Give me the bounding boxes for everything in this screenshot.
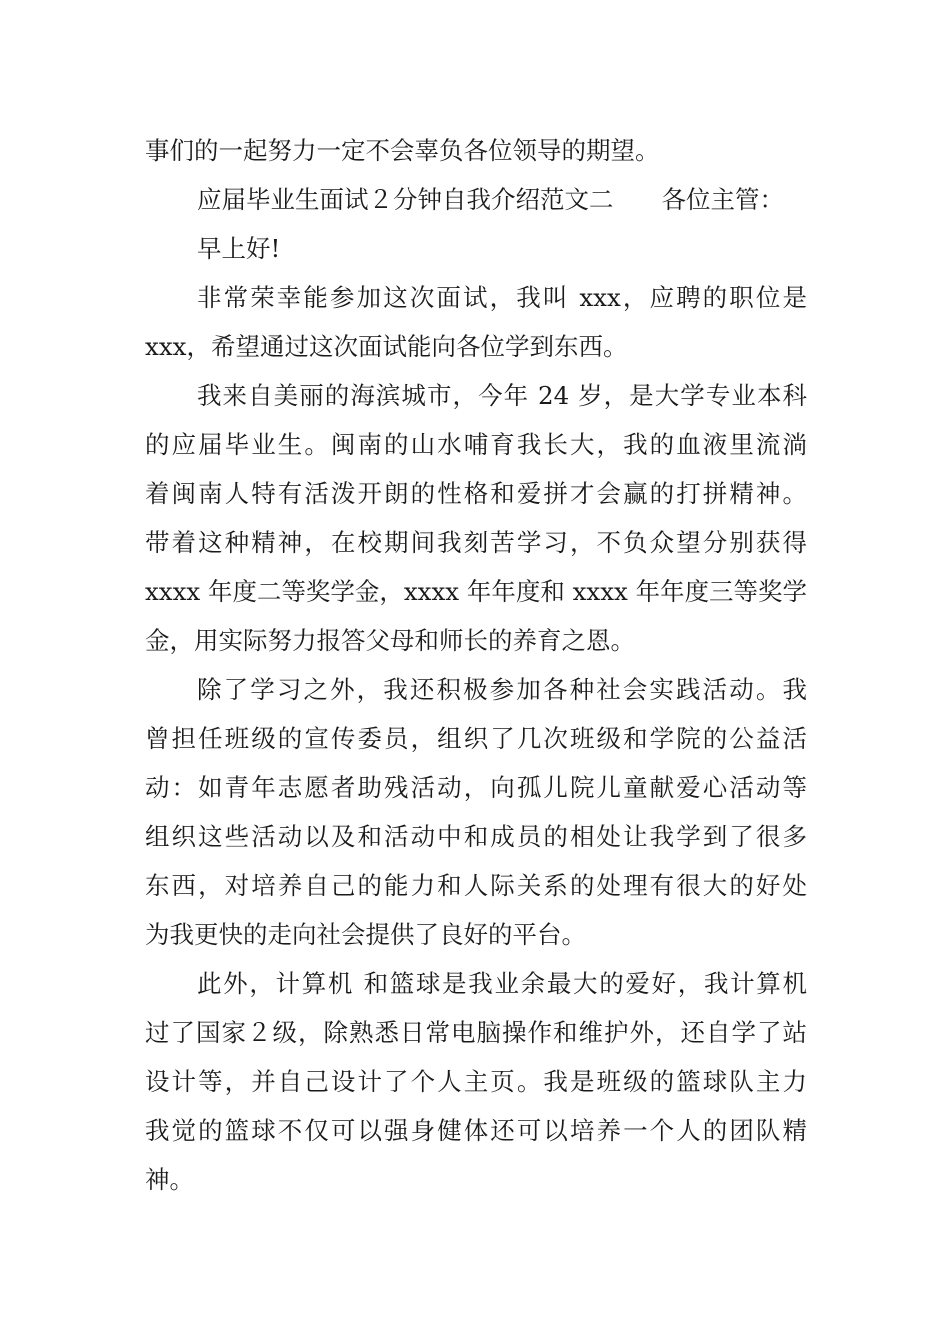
line-text: 金，用实际努力报答父母和师长的养育之恩。	[145, 626, 635, 655]
line-text: 东西，对培养自己的能力和人际关系的处理有很大的好处	[145, 871, 807, 900]
paragraph-2-line-2	[145, 420, 807, 469]
paragraph-2-line-5	[145, 567, 807, 616]
salutation: 各位主管：	[661, 185, 784, 214]
paragraph-3-line-4	[145, 812, 807, 861]
line-text: 此外，计算机 和篮球是我业余最大的爱好，我计算机	[197, 969, 807, 998]
line-text: 动：如青年志愿者助残活动，向孤儿院儿童献爱心活动等	[145, 773, 807, 802]
text-line	[145, 126, 807, 175]
section-heading-line	[145, 175, 807, 224]
paragraph-4-line-3	[145, 1057, 807, 1106]
line-text: 我觉的篮球不仅可以强身健体还可以培养一个人的团队精	[145, 1116, 807, 1145]
document-body	[145, 126, 807, 1204]
line-text: 曾担任班级的宣传委员，组织了几次班级和学院的公益活	[145, 724, 807, 753]
paragraph-3-line-6	[145, 910, 807, 959]
paragraph-1-line-2	[145, 322, 807, 371]
line-text: 过了国家２级，除熟悉日常电脑操作和维护外，还自学了站	[145, 1018, 807, 1047]
paragraph-4-line-5	[145, 1155, 807, 1204]
greeting-line	[145, 224, 807, 273]
section-title: 应届毕业生面试２分钟自我介绍范文二	[197, 185, 614, 214]
line-text: 非常荣幸能参加这次面试，我叫 xxx，应聘的职位是	[197, 283, 807, 312]
paragraph-2-line-6	[145, 616, 807, 665]
line-text: 着闽南人特有活泼开朗的性格和爱拼才会赢的打拼精神。	[145, 479, 807, 508]
paragraph-2-line-3	[145, 469, 807, 518]
line-text: 带着这种精神，在校期间我刻苦学习，不负众望分别获得	[145, 528, 807, 557]
line-text: 设计等，并自己设计了个人主页。我是班级的篮球队主力	[145, 1067, 807, 1096]
line-text: 我来自美丽的海滨城市，今年 24 岁，是大学专业本科	[197, 381, 807, 410]
paragraph-1-line-1	[145, 273, 807, 322]
paragraph-4-line-4	[145, 1106, 807, 1155]
line-text: 组织这些活动以及和活动中和成员的相处让我学到了很多	[145, 822, 807, 851]
line-text: 事们的一起努力一定不会辜负各位领导的期望。	[145, 136, 660, 165]
line-text: 为我更快的走向社会提供了良好的平台。	[145, 920, 586, 949]
paragraph-3-line-1	[145, 665, 807, 714]
paragraph-3-line-2	[145, 714, 807, 763]
line-text: 的应届毕业生。闽南的山水哺育我长大，我的血液里流淌	[145, 430, 807, 459]
paragraph-3-line-5	[145, 861, 807, 910]
line-text: 神。	[145, 1165, 194, 1194]
line-text: 除了学习之外，我还积极参加各种社会实践活动。我	[197, 675, 807, 704]
paragraph-4-line-1	[145, 959, 807, 1008]
paragraph-4-line-2	[145, 1008, 807, 1057]
line-text: xxx，希望通过这次面试能向各位学到东西。	[145, 332, 628, 361]
paragraph-3-line-3	[145, 763, 807, 812]
paragraph-2-line-4	[145, 518, 807, 567]
greeting: 早上好!	[197, 234, 281, 263]
line-text: xxxx 年度二等奖学金，xxxx 年年度和 xxxx 年年度三等奖学	[145, 577, 807, 606]
paragraph-2-line-1	[145, 371, 807, 420]
